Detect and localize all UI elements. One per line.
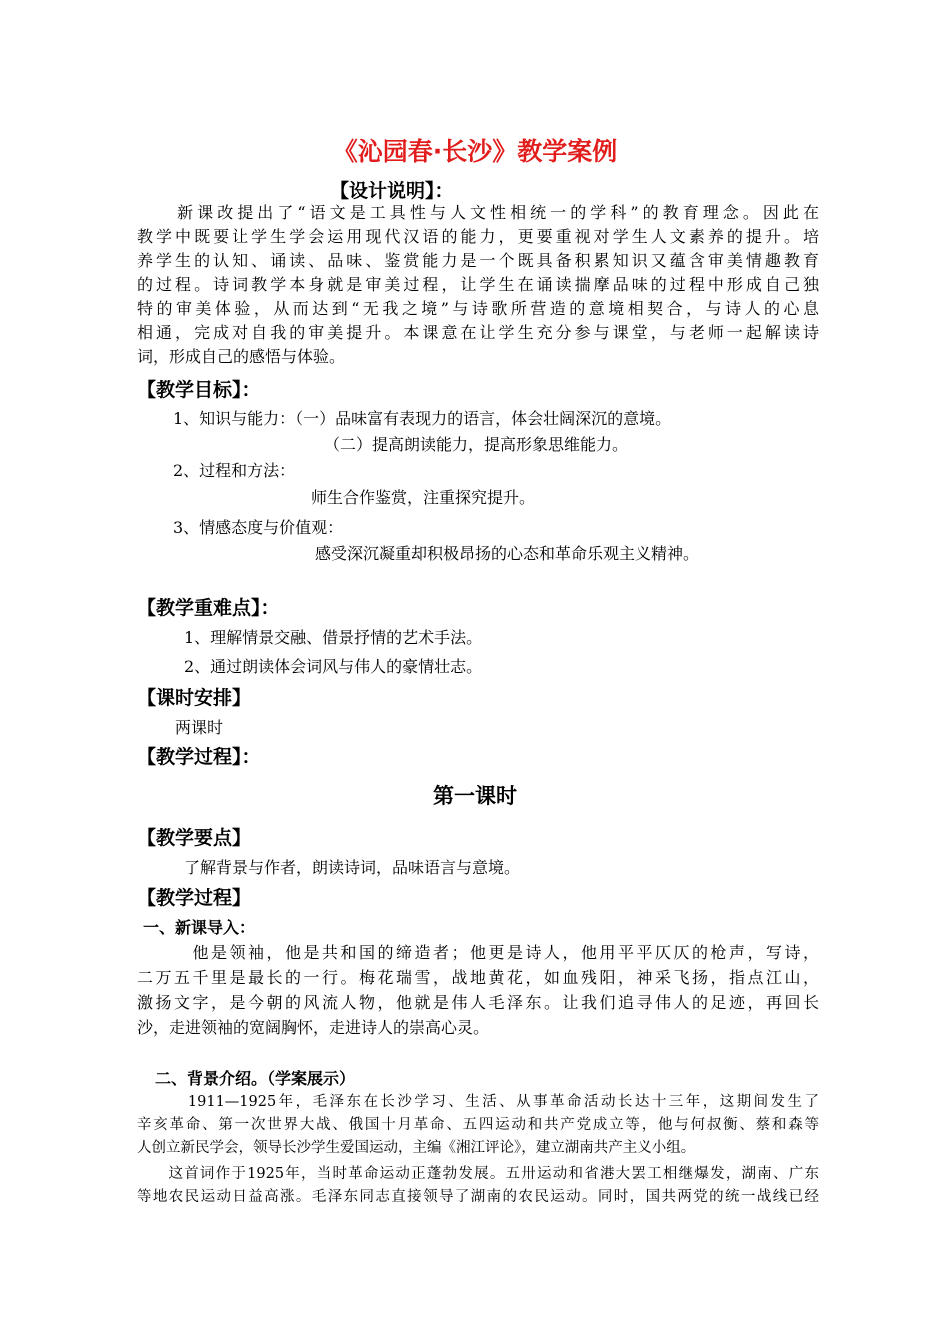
- objective-1-sub: （二）提高朗读能力，提高形象思维能力。: [324, 435, 629, 454]
- key-point-item: 2、通过朗读体会词风与伟人的豪情壮志。: [184, 657, 483, 676]
- design-line: 养学生的认知、诵读、品味、鉴赏能力是一个既具备积累知识又蕴含审美情趣教育: [137, 251, 819, 270]
- design-line: 相通，完成对自我的审美提升。本课意在让学生充分参与课堂，与老师一起解读诗: [137, 323, 819, 342]
- design-paragraph: [137, 201, 819, 369]
- schedule-text: 两课时: [175, 718, 224, 737]
- objective-2-text: 师生合作鉴赏，注重探究提升。: [311, 488, 536, 507]
- schedule-heading: 【课时安排】: [137, 687, 252, 709]
- objective-1: 1、知识与能力：（一）品味富有表现力的语言，体会壮阔深沉的意境。: [173, 409, 672, 428]
- lesson1-process-heading: 【教学过程】: [137, 887, 252, 909]
- section1-line: 激扬文字，是今朝的风流人物，他就是伟人毛泽东。让我们追寻伟人的足迹，再回长: [137, 993, 819, 1012]
- section2-line: 人创立新民学会，领导长沙学生爱国运动，主编《湘江评论》，建立湖南共产主义小组。: [137, 1140, 696, 1156]
- design-line: 的过程。诗词教学本身就是审美过程，让学生在诵读揣摩品味的过程中形成自己独: [137, 275, 819, 294]
- document-title: 《沁园春·长沙》教学案例: [332, 137, 618, 166]
- section1-line: 沙，走进领袖的宽阔胸怀，走进诗人的崇高心灵。: [137, 1018, 490, 1037]
- section1-line: 二万五千里是最长的一行。梅花瑞雪，战地黄花，如血残阳，神采飞扬，指点江山，: [137, 968, 819, 987]
- section2-line: 等地农民运动日益高涨。毛泽东同志直接领导了湖南的农民运动。同时，国共两党的统一战线已经: [137, 1189, 819, 1205]
- lesson1-points-text: 了解背景与作者，朗读诗词，品味语言与意境。: [184, 858, 521, 877]
- section1-paragraph: [137, 940, 819, 1040]
- section2-heading: 二、背景介绍。（学案展示）: [155, 1069, 356, 1088]
- section2-line: 这首词作于1925年，当时革命运动正蓬勃发展。五卅运动和省港大罢工相继爆发，湖南、广东: [137, 1166, 819, 1182]
- objective-3-label: 3、情感态度与价值观：: [173, 518, 344, 537]
- design-line: 词，形成自己的感悟与体验。: [137, 347, 346, 366]
- objective-2-label: 2、过程和方法：: [173, 461, 296, 480]
- key-point-item: 1、理解情景交融、借景抒情的艺术手法。: [184, 628, 483, 647]
- design-line: 教学中既要让学生学会运用现代汉语的能力，更要重视对学生人文素养的提升。培: [137, 227, 819, 246]
- lesson1-title: 第一课时: [433, 784, 517, 808]
- key-points-heading: 【教学重难点】：: [137, 597, 280, 619]
- objective-3-text: 感受深沉凝重却积极昂扬的心态和革命乐观主义精神。: [315, 544, 700, 563]
- design-line: 特的审美体验，从而达到“无我之境”与诗歌所营造的意境相契合，与诗人的心息: [137, 299, 819, 318]
- objectives-heading: 【教学目标】：: [137, 379, 261, 401]
- section1-line: 他是领袖，他是共和国的缔造者；他更是诗人，他用平平仄仄的枪声，写诗，: [137, 943, 819, 962]
- section1-heading: 一、新课导入：: [143, 918, 256, 937]
- lesson1-points-heading: 【教学要点】: [137, 827, 252, 849]
- design-heading: 【设计说明】：: [330, 180, 454, 202]
- process-heading: 【教学过程】：: [137, 746, 261, 768]
- section2-line: 1911—1925年，毛泽东在长沙学习、生活、从事革命活动长达十三年，这期间发生了: [137, 1094, 819, 1110]
- design-line: 新课改提出了“语文是工具性与人文性相统一的学科”的教育理念。因此在: [137, 203, 819, 222]
- section2-paragraph-1: [137, 1091, 819, 1160]
- section2-paragraph-2: [137, 1163, 819, 1209]
- section2-line: 辛亥革命、第一次世界大战、俄国十月革命、五四运动和共产党成立等，他与何叔衡、蔡和森等: [137, 1117, 819, 1133]
